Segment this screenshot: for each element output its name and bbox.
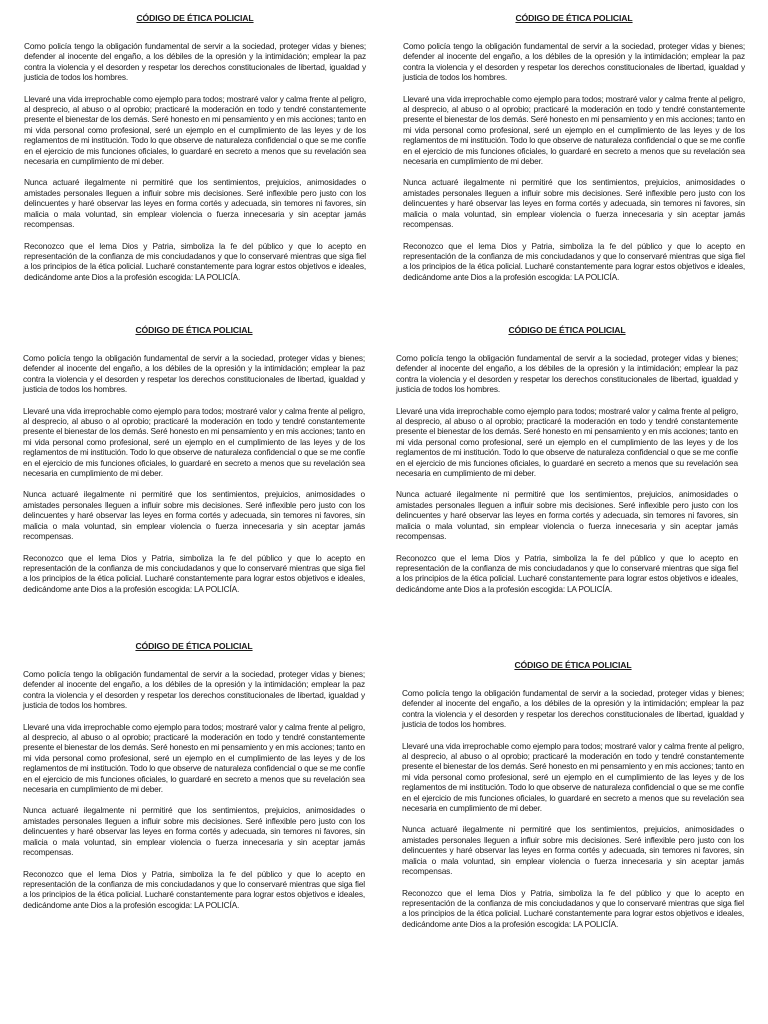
paragraph-1: Como policía tengo la obligación fundamental de servir a la sociedad, proteger vidas y bienes; defender al inocente del engaño, a los débiles de la opresión y la intimidación; emplear la paz contra la violencia y el desorden y respetar los derechos constitucionales de libertad, igualdad y justicia de todos los hombres.	[24, 41, 366, 83]
paragraph-1: Como policía tengo la obligación fundamental de servir a la sociedad, proteger vidas y bienes; defender al inocente del engaño, a los débiles de la opresión y la intimidación; emplear la paz contra la violencia y el desorden y respetar los derechos constitucionales de libertad, igualdad y justicia de todos los hombres.	[23, 353, 365, 395]
card-title: CÓDIGO DE ÉTICA POLICIAL	[136, 13, 254, 23]
paragraph-3: Nunca actuaré ilegalmente ni permitiré que los sentimientos, prejuicios, animosidades o amistades personales lleguen a influir sobre mis decisiones. Seré inflexible pero justo con los delincuentes y haré observar las leyes en forma cortés y adecuada, sin temores ni favores, sin malicia o mala voluntad, sin emplear violencia o fuerza innecesaria y sin aceptar jamás recompensas.	[402, 824, 744, 877]
paragraph-2: Llevaré una vida irreprochable como ejemplo para todos; mostraré valor y calma frente al peligro, al desprecio, al abuso o al oprobio; practicaré la moderación en todo y tendré constantemente presente el bienestar de los demás. Seré honesto en mi pensamiento y en mis acciones; tanto en mi vida personal como profesional, seré un ejemplo en el cumplimiento de las leyes y de los reglamentos de mi institución. Todo lo que observe de naturaleza confidencial o que se me confíe en el ejercicio de mis funciones oficiales, lo guardaré en secreto a menos que su revelación sea necesaria en cumplimiento de mi deber.	[396, 405, 738, 479]
paragraph-4: Reconozco que el lema Dios y Patria, simboliza la fe del público y que lo acepto en representación de la confianza de mis conciudadanos y que lo conservaré mientras que siga fiel a los principios de la ética policial. Lucharé constantemente para lograr estos objetivos e ideales, dedicándome ante Dios a la profesión escogida: LA POLICÍA.	[396, 552, 738, 594]
code-card-1	[24, 13, 366, 282]
paragraph-2: Llevaré una vida irreprochable como ejemplo para todos; mostraré valor y calma frente al peligro, al desprecio, al abuso o al oprobio; practicaré la moderación en todo y tendré constantemente presente el bienestar de los demás. Seré honesto en mi pensamiento y en mis acciones; tanto en mi vida personal como profesional, seré un ejemplo en el cumplimiento de las leyes y de los reglamentos de mi institución. Todo lo que observe de naturaleza confidencial o que se me confíe en el ejercicio de mis funciones oficiales, lo guardaré en secreto a menos que su revelación sea necesaria en cumplimiento de mi deber.	[403, 93, 745, 167]
paragraph-1: Como policía tengo la obligación fundamental de servir a la sociedad, proteger vidas y bienes; defender al inocente del engaño, a los débiles de la opresión y la intimidación; emplear la paz contra la violencia y el desorden y respetar los derechos constitucionales de libertad, igualdad y justicia de todos los hombres.	[23, 669, 365, 711]
card-title: CÓDIGO DE ÉTICA POLICIAL	[135, 641, 253, 651]
card-title: CÓDIGO DE ÉTICA POLICIAL	[508, 325, 626, 335]
paragraph-2: Llevaré una vida irreprochable como ejemplo para todos; mostraré valor y calma frente al peligro, al desprecio, al abuso o al oprobio; practicaré la moderación en todo y tendré constantemente presente el bienestar de los demás. Seré honesto en mi pensamiento y en mis acciones; tanto en mi vida personal como profesional, seré un ejemplo en el cumplimiento de las leyes y de los reglamentos de mi institución. Todo lo que observe de naturaleza confidencial o que se me confíe en el ejercicio de mis funciones oficiales, lo guardaré en secreto a menos que su revelación sea necesaria en cumplimiento de mi deber.	[402, 740, 744, 814]
paragraph-1: Como policía tengo la obligación fundamental de servir a la sociedad, proteger vidas y bienes; defender al inocente del engaño, a los débiles de la opresión y la intimidación; emplear la paz contra la violencia y el desorden y respetar los derechos constitucionales de libertad, igualdad y justicia de todos los hombres.	[402, 688, 744, 730]
paragraph-4: Reconozco que el lema Dios y Patria, simboliza la fe del público y que lo acepto en representación de la confianza de mis conciudadanos y que lo conservaré mientras que siga fiel a los principios de la ética policial. Lucharé constantemente para lograr estos objetivos e ideales, dedicándome ante Dios a la profesión escogida: LA POLICÍA.	[23, 552, 365, 594]
paragraph-3: Nunca actuaré ilegalmente ni permitiré que los sentimientos, prejuicios, animosidades o amistades personales lleguen a influir sobre mis decisiones. Seré inflexible pero justo con los delincuentes y haré observar las leyes en forma cortés y adecuada, sin temores ni favores, sin malicia o mala voluntad, sin emplear violencia o fuerza innecesaria y sin aceptar jamás recompensas.	[403, 177, 745, 230]
paragraph-3: Nunca actuaré ilegalmente ni permitiré que los sentimientos, prejuicios, animosidades o amistades personales lleguen a influir sobre mis decisiones. Seré inflexible pero justo con los delincuentes y haré observar las leyes en forma cortés y adecuada, sin temores ni favores, sin malicia o mala voluntad, sin emplear violencia o fuerza innecesaria y sin aceptar jamás recompensas.	[23, 805, 365, 858]
paragraph-2: Llevaré una vida irreprochable como ejemplo para todos; mostraré valor y calma frente al peligro, al desprecio, al abuso o al oprobio; practicaré la moderación en todo y tendré constantemente presente el bienestar de los demás. Seré honesto en mi pensamiento y en mis acciones; tanto en mi vida personal como profesional, seré un ejemplo en el cumplimiento de las leyes y de los reglamentos de mi institución. Todo lo que observe de naturaleza confidencial o que se me confíe en el ejercicio de mis funciones oficiales, lo guardaré en secreto a menos que su revelación sea necesaria en cumplimiento de mi deber.	[24, 93, 366, 167]
paragraph-3: Nunca actuaré ilegalmente ni permitiré que los sentimientos, prejuicios, animosidades o amistades personales lleguen a influir sobre mis decisiones. Seré inflexible pero justo con los delincuentes y haré observar las leyes en forma cortés y adecuada, sin temores ni favores, sin malicia o mala voluntad, sin emplear violencia o fuerza innecesaria y sin aceptar jamás recompensas.	[396, 489, 738, 542]
code-card-2	[403, 13, 745, 282]
code-card-3	[23, 325, 365, 594]
paragraph-2: Llevaré una vida irreprochable como ejemplo para todos; mostraré valor y calma frente al peligro, al desprecio, al abuso o al oprobio; practicaré la moderación en todo y tendré constantemente presente el bienestar de los demás. Seré honesto en mi pensamiento y en mis acciones; tanto en mi vida personal como profesional, seré un ejemplo en el cumplimiento de las leyes y de los reglamentos de mi institución. Todo lo que observe de naturaleza confidencial o que se me confíe en el ejercicio de mis funciones oficiales, lo guardaré en secreto a menos que su revelación sea necesaria en cumplimiento de mi deber.	[23, 405, 365, 479]
code-card-4	[396, 325, 738, 594]
paragraph-4: Reconozco que el lema Dios y Patria, simboliza la fe del público y que lo acepto en representación de la confianza de mis conciudadanos y que lo conservaré mientras que siga fiel a los principios de la ética policial. Lucharé constantemente para lograr estos objetivos e ideales, dedicándome ante Dios a la profesión escogida: LA POLICÍA.	[23, 868, 365, 910]
card-title: CÓDIGO DE ÉTICA POLICIAL	[515, 13, 633, 23]
paragraph-3: Nunca actuaré ilegalmente ni permitiré que los sentimientos, prejuicios, animosidades o amistades personales lleguen a influir sobre mis decisiones. Seré inflexible pero justo con los delincuentes y haré observar las leyes en forma cortés y adecuada, sin temores ni favores, sin malicia o mala voluntad, sin emplear violencia o fuerza innecesaria y sin aceptar jamás recompensas.	[24, 177, 366, 230]
paragraph-4: Reconozco que el lema Dios y Patria, simboliza la fe del público y que lo acepto en representación de la confianza de mis conciudadanos y que lo conservaré mientras que siga fiel a los principios de la ética policial. Lucharé constantemente para lograr estos objetivos e ideales, dedicándome ante Dios a la profesión escogida: LA POLICÍA.	[402, 887, 744, 929]
paragraph-2: Llevaré una vida irreprochable como ejemplo para todos; mostraré valor y calma frente al peligro, al desprecio, al abuso o al oprobio; practicaré la moderación en todo y tendré constantemente presente el bienestar de los demás. Seré honesto en mi pensamiento y en mis acciones; tanto en mi vida personal como profesional, seré un ejemplo en el cumplimiento de las leyes y de los reglamentos de mi institución. Todo lo que observe de naturaleza confidencial o que se me confíe en el ejercicio de mis funciones oficiales, lo guardaré en secreto a menos que su revelación sea necesaria en cumplimiento de mi deber.	[23, 721, 365, 795]
code-card-6	[402, 660, 744, 929]
paragraph-1: Como policía tengo la obligación fundamental de servir a la sociedad, proteger vidas y bienes; defender al inocente del engaño, a los débiles de la opresión y la intimidación; emplear la paz contra la violencia y el desorden y respetar los derechos constitucionales de libertad, igualdad y justicia de todos los hombres.	[396, 353, 738, 395]
paragraph-4: Reconozco que el lema Dios y Patria, simboliza la fe del público y que lo acepto en representación de la confianza de mis conciudadanos y que lo conservaré mientras que siga fiel a los principios de la ética policial. Lucharé constantemente para lograr estos objetivos e ideales, dedicándome ante Dios a la profesión escogida: LA POLICÍA.	[403, 240, 745, 282]
paragraph-1: Como policía tengo la obligación fundamental de servir a la sociedad, proteger vidas y bienes; defender al inocente del engaño, a los débiles de la opresión y la intimidación; emplear la paz contra la violencia y el desorden y respetar los derechos constitucionales de libertad, igualdad y justicia de todos los hombres.	[403, 41, 745, 83]
code-card-5	[23, 641, 365, 910]
card-title: CÓDIGO DE ÉTICA POLICIAL	[514, 660, 632, 670]
card-title: CÓDIGO DE ÉTICA POLICIAL	[135, 325, 253, 335]
paragraph-4: Reconozco que el lema Dios y Patria, simboliza la fe del público y que lo acepto en representación de la confianza de mis conciudadanos y que lo conservaré mientras que siga fiel a los principios de la ética policial. Lucharé constantemente para lograr estos objetivos e ideales, dedicándome ante Dios a la profesión escogida: LA POLICÍA.	[24, 240, 366, 282]
paragraph-3: Nunca actuaré ilegalmente ni permitiré que los sentimientos, prejuicios, animosidades o amistades personales lleguen a influir sobre mis decisiones. Seré inflexible pero justo con los delincuentes y haré observar las leyes en forma cortés y adecuada, sin temores ni favores, sin malicia o mala voluntad, sin emplear violencia o fuerza innecesaria y sin aceptar jamás recompensas.	[23, 489, 365, 542]
